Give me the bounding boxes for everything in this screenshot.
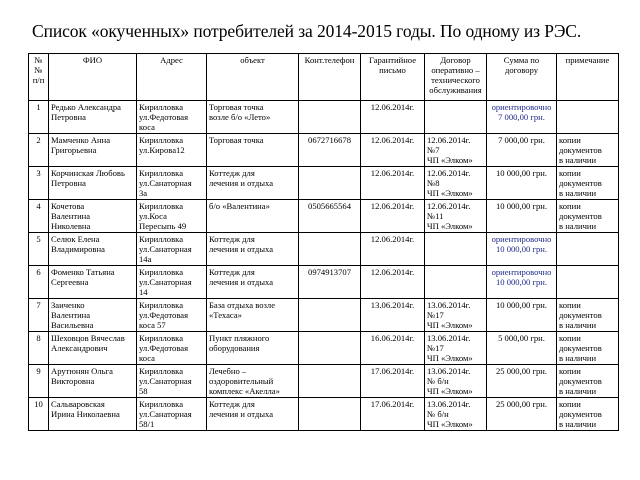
contract-cell: 13.06.2014г. № б/н ЧП «Элком» bbox=[425, 365, 487, 398]
row-number: 7 bbox=[29, 299, 49, 332]
sum-cell: 10 000,00 грн. bbox=[487, 299, 557, 332]
phone-cell: 0974913707 bbox=[299, 266, 361, 299]
object-cell: База отдыха возле «Техаса» bbox=[207, 299, 299, 332]
contract-cell bbox=[425, 266, 487, 299]
fio-cell: Кочетова Валентина Николевна bbox=[49, 200, 137, 233]
phone-cell bbox=[299, 365, 361, 398]
header-letter: Гарантийное письмо bbox=[361, 54, 425, 101]
note-cell: копии документов в наличии bbox=[557, 299, 619, 332]
address-cell: Кирилловка ул.Федотовая коса bbox=[137, 101, 207, 134]
table-row bbox=[29, 365, 619, 398]
header-address: Адрес bbox=[137, 54, 207, 101]
row-number: 10 bbox=[29, 398, 49, 431]
sum-cell: 25 000,00 грн. bbox=[487, 398, 557, 431]
phone-cell: 0672716678 bbox=[299, 134, 361, 167]
row-number: 1 bbox=[29, 101, 49, 134]
letter-cell: 12.06.2014г. bbox=[361, 266, 425, 299]
row-number: 2 bbox=[29, 134, 49, 167]
contract-cell: 12.06.2014г. №7 ЧП «Элком» bbox=[425, 134, 487, 167]
contract-cell: 12.06.2014г. №8 ЧП «Элком» bbox=[425, 167, 487, 200]
letter-cell: 17.06.2014г. bbox=[361, 365, 425, 398]
contract-cell: 13.06.2014г. №17 ЧП «Элком» bbox=[425, 299, 487, 332]
table-row bbox=[29, 167, 619, 200]
row-number: 9 bbox=[29, 365, 49, 398]
note-cell: копии документов в наличии bbox=[557, 398, 619, 431]
header-object: объект bbox=[207, 54, 299, 101]
row-number: 5 bbox=[29, 233, 49, 266]
fio-cell: Корчинская Любовь Петровна bbox=[49, 167, 137, 200]
sum-cell: 10 000,00 грн. bbox=[487, 167, 557, 200]
consumers-table bbox=[28, 53, 619, 431]
sum-cell: 10 000,00 грн. bbox=[487, 200, 557, 233]
row-number: 8 bbox=[29, 332, 49, 365]
table-row bbox=[29, 134, 619, 167]
note-cell: копии документов в наличии bbox=[557, 167, 619, 200]
address-cell: Кирилловка ул.Федотовая коса bbox=[137, 332, 207, 365]
sum-cell: 7 000,00 грн. bbox=[487, 134, 557, 167]
note-cell: копии документов в наличии bbox=[557, 365, 619, 398]
header-number: №№ п/п bbox=[29, 54, 49, 101]
note-cell bbox=[557, 233, 619, 266]
header-sum: Сумма по договору bbox=[487, 54, 557, 101]
note-cell bbox=[557, 266, 619, 299]
sum-cell: ориентировочно 10 000,00 грн. bbox=[487, 266, 557, 299]
letter-cell: 12.06.2014г. bbox=[361, 200, 425, 233]
sum-cell: 25 000,00 грн. bbox=[487, 365, 557, 398]
contract-cell: 13.06.2014г. №17 ЧП «Элком» bbox=[425, 332, 487, 365]
phone-cell bbox=[299, 101, 361, 134]
fio-cell: Заиченко Валентина Васильевна bbox=[49, 299, 137, 332]
phone-cell bbox=[299, 233, 361, 266]
fio-cell: Мамченко Анна Григорьевна bbox=[49, 134, 137, 167]
header-phone: Конт.телефон bbox=[299, 54, 361, 101]
phone-cell bbox=[299, 299, 361, 332]
phone-cell bbox=[299, 167, 361, 200]
object-cell: Пункт пляжного оборудования bbox=[207, 332, 299, 365]
table-row bbox=[29, 398, 619, 431]
table-header-row bbox=[29, 54, 619, 101]
sum-cell: 5 000,00 грн. bbox=[487, 332, 557, 365]
note-cell bbox=[557, 101, 619, 134]
row-number: 4 bbox=[29, 200, 49, 233]
letter-cell: 13.06.2014г. bbox=[361, 299, 425, 332]
table-row bbox=[29, 299, 619, 332]
note-cell: копии документов в наличии bbox=[557, 200, 619, 233]
address-cell: Кирилловка ул.Санаторная 58/1 bbox=[137, 398, 207, 431]
object-cell: Коттедж для лечения и отдыха bbox=[207, 266, 299, 299]
letter-cell: 16.06.2014г. bbox=[361, 332, 425, 365]
table-row bbox=[29, 101, 619, 134]
object-cell: Торговая точка bbox=[207, 134, 299, 167]
fio-cell: Фоменко Татьяна Сергеевна bbox=[49, 266, 137, 299]
address-cell: Кирилловка ул.Санаторная 14а bbox=[137, 233, 207, 266]
contract-cell: 13.06.2014г. № б/н ЧП «Элком» bbox=[425, 398, 487, 431]
table-row bbox=[29, 200, 619, 233]
contract-cell: 12.06.2014г. №11 ЧП «Элком» bbox=[425, 200, 487, 233]
table-body bbox=[29, 101, 619, 431]
letter-cell: 17.06.2014г. bbox=[361, 398, 425, 431]
fio-cell: Шеховцов Вячеслав Александрович bbox=[49, 332, 137, 365]
object-cell: Лечебно – оздоровительный комплекс «Акелла» bbox=[207, 365, 299, 398]
document-title: Список «окученных» потребителей за 2014-2015 годы. По одному из РЭС. bbox=[32, 21, 582, 41]
phone-cell bbox=[299, 398, 361, 431]
fio-cell: Селюк Елена Владимировна bbox=[49, 233, 137, 266]
contract-cell bbox=[425, 101, 487, 134]
letter-cell: 12.06.2014г. bbox=[361, 233, 425, 266]
table-row bbox=[29, 332, 619, 365]
letter-cell: 12.06.2014г. bbox=[361, 134, 425, 167]
contract-cell bbox=[425, 233, 487, 266]
letter-cell: 12.06.2014г. bbox=[361, 101, 425, 134]
note-cell: копии документов в наличии bbox=[557, 332, 619, 365]
object-cell: Коттедж для лечения и отдыха bbox=[207, 398, 299, 431]
address-cell: Кирилловка ул.Санаторная 14 bbox=[137, 266, 207, 299]
table-row bbox=[29, 233, 619, 266]
header-note: примечание bbox=[557, 54, 619, 101]
fio-cell: Редько Александра Петровна bbox=[49, 101, 137, 134]
row-number: 3 bbox=[29, 167, 49, 200]
table-row bbox=[29, 266, 619, 299]
phone-cell bbox=[299, 332, 361, 365]
row-number: 6 bbox=[29, 266, 49, 299]
phone-cell: 0505665564 bbox=[299, 200, 361, 233]
address-cell: Кирилловка ул.Федотовая коса 57 bbox=[137, 299, 207, 332]
fio-cell: Сальваровская Ирина Николаевна bbox=[49, 398, 137, 431]
header-fio: ФИО bbox=[49, 54, 137, 101]
address-cell: Кирилловка ул.Кирова12 bbox=[137, 134, 207, 167]
object-cell: б/о «Валентина» bbox=[207, 200, 299, 233]
address-cell: Кирилловка ул.Санаторная 3а bbox=[137, 167, 207, 200]
address-cell: Кирилловка ул.Коса Пересыпь 49 bbox=[137, 200, 207, 233]
fio-cell: Арутюнян Ольга Викторовна bbox=[49, 365, 137, 398]
object-cell: Торговая точка возле б/о «Лето» bbox=[207, 101, 299, 134]
object-cell: Коттедж для лечения и отдыха bbox=[207, 233, 299, 266]
address-cell: Кирилловка ул.Санаторная 58 bbox=[137, 365, 207, 398]
sum-cell: ориентировочно 7 000,00 грн. bbox=[487, 101, 557, 134]
letter-cell: 12.06.2014г. bbox=[361, 167, 425, 200]
object-cell: Коттедж для лечения и отдыха bbox=[207, 167, 299, 200]
header-contract: Договор оперативно – технического обслуживания bbox=[425, 54, 487, 101]
sum-cell: ориентировочно 10 000,00 грн. bbox=[487, 233, 557, 266]
note-cell: копии документов в наличии bbox=[557, 134, 619, 167]
